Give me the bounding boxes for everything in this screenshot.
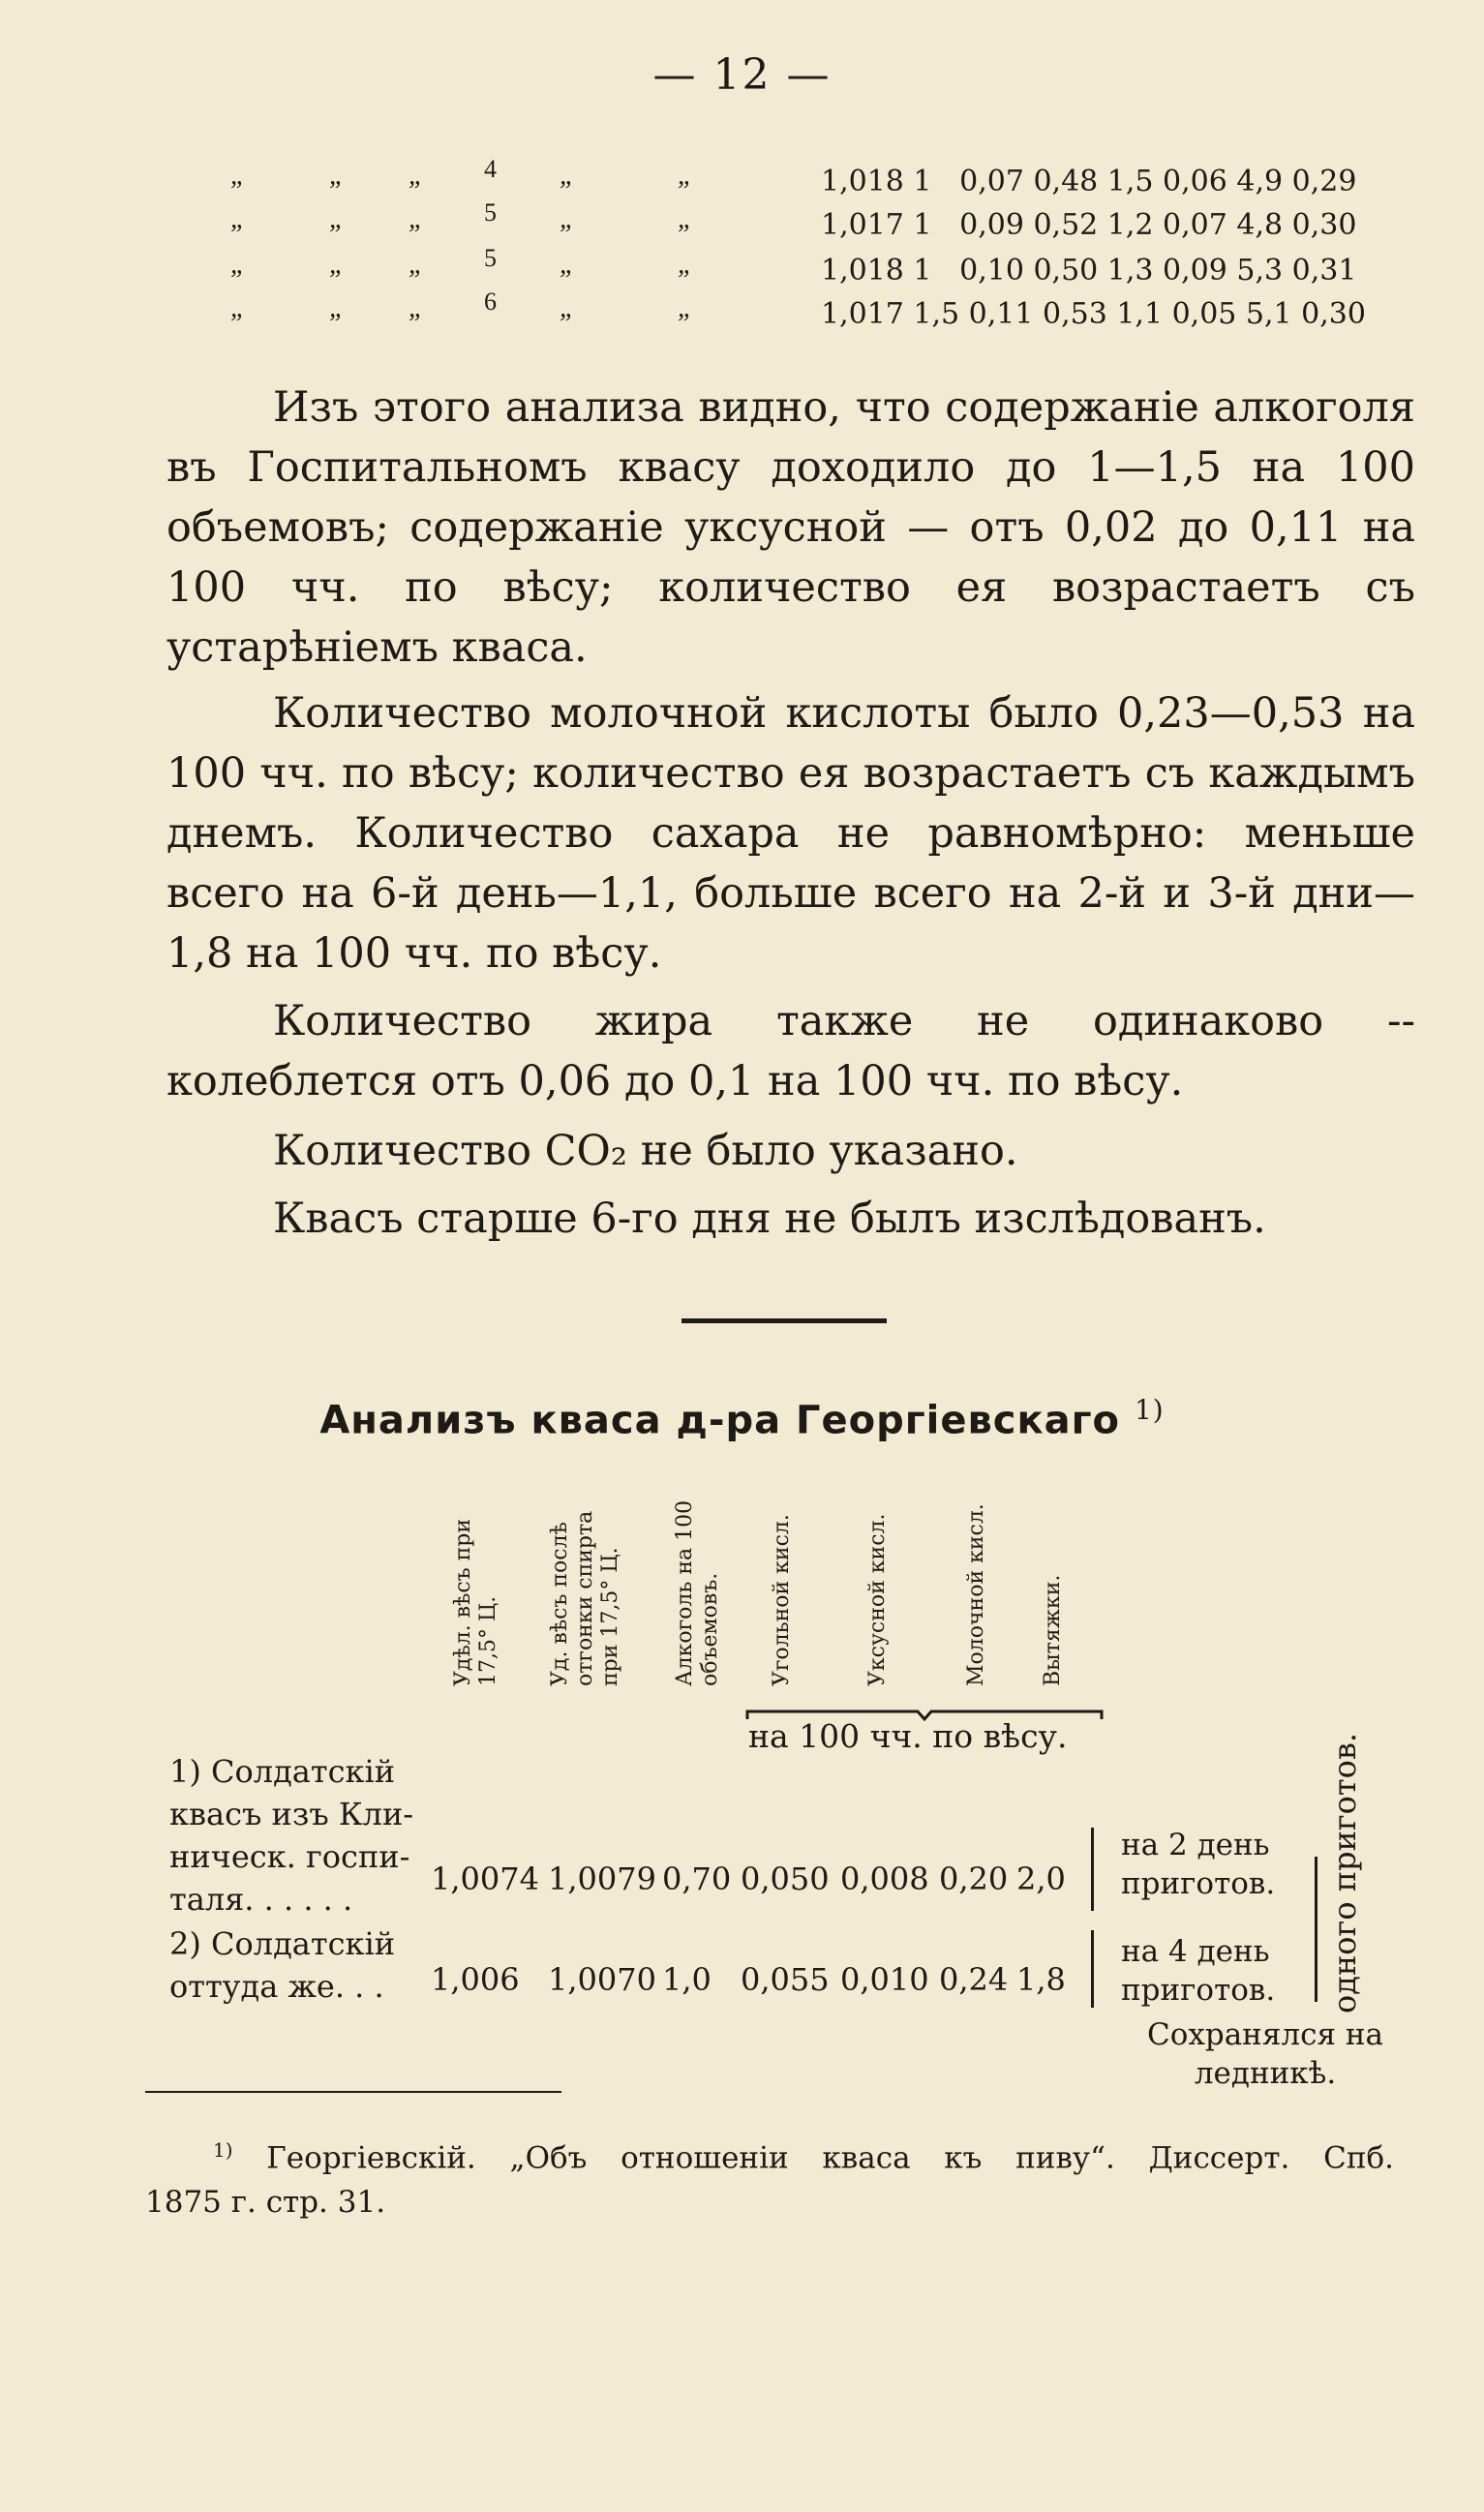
group-note: одного приготов.	[1326, 1732, 1363, 2013]
ditto-mark: „	[560, 204, 575, 234]
row-1-note-bracket	[1091, 1828, 1094, 1911]
table-cell: 1,8	[1016, 1961, 1066, 1998]
title-footnote-marker: 1)	[1134, 1394, 1165, 1426]
per-weight-label: на 100 чч. по вѣсу.	[748, 1717, 1068, 1755]
column-header	[1041, 1575, 1066, 1686]
row-values: 1,017 1,5 0,11 0,53 1,1 0,05 5,1 0,30	[821, 297, 1366, 331]
section-divider	[681, 1318, 887, 1323]
paragraph-1: Изъ этого анализа видно, что содержаніе алкоголя въ Госпитальномъ квасу доходило до 1—1,5 на 100 объемовъ; содержаніе уксусной — отъ 0,02 до 0,11 на 100 чч. по вѣсу; количество ея возрастаетъ съ устарѣніемъ кваса.	[167, 383, 1415, 672]
table-title	[0, 1394, 1484, 1442]
column-header-line: Молочной кисл.	[964, 1503, 988, 1686]
column-header	[548, 1511, 623, 1686]
row-values: 1,018 1 0,10 0,50 1,3 0,09 5,3 0,31	[821, 254, 1357, 288]
group-bracket	[1315, 1857, 1317, 2002]
ditto-mark: „	[230, 161, 246, 191]
footnote-line-2: 1875 г. стр. 31.	[145, 2185, 386, 2221]
day-number: 5	[484, 198, 497, 227]
column-header-line: объемовъ.	[698, 1572, 722, 1686]
ditto-mark: „	[560, 250, 575, 280]
row-2-note-bracket	[1091, 1930, 1094, 2008]
ditto-mark: „	[329, 250, 345, 280]
column-header-line: при 17,5° Ц.	[598, 1547, 622, 1686]
row-1-label: 1) Солдатскій квасъ изъ Кли- ническ. госпи- таля. . . . . .	[169, 1753, 414, 1918]
day-number: 5	[484, 244, 497, 272]
table-cell: 1,0079	[548, 1861, 656, 1897]
table-title-text: Анализъ кваса д-ра Георгіевскаго	[319, 1398, 1120, 1443]
day-number: 4	[484, 155, 497, 183]
row-2-note: на 4 день приготов.	[1121, 1934, 1276, 2008]
table-cell: 1,0	[662, 1961, 712, 1998]
ditto-mark: „	[409, 250, 424, 280]
ditto-mark: „	[678, 204, 693, 234]
paragraph-4: Количество CO₂ не было указано.	[273, 1127, 1018, 1175]
ditto-mark: „	[678, 293, 693, 323]
row-values: 1,018 1 0,07 0,48 1,5 0,06 4,9 0,29	[821, 165, 1357, 198]
column-header-line: Угольной кисл.	[770, 1514, 794, 1686]
column-header-line: 17,5° Ц.	[476, 1595, 500, 1686]
footnote-marker: 1)	[213, 2138, 233, 2162]
footnote-line-1: Георгіевскій. „Объ отношеніи кваса къ пиву“. Диссерт. Спб.	[266, 2140, 1394, 2176]
ditto-mark: „	[409, 293, 424, 323]
table-cell: 2,0	[1016, 1861, 1066, 1897]
ditto-mark: „	[678, 161, 693, 191]
row-2-label: 2) Солдатскій оттуда же. . .	[169, 1925, 396, 2005]
paragraph-3: Количество жира также не одинаково -- колеблется отъ 0,06 до 0,1 на 100 чч. по вѣсу.	[167, 997, 1415, 1105]
continuation-row	[223, 244, 1423, 296]
column-header-line: Вытяжки.	[1041, 1574, 1065, 1686]
table-cell: 0,055	[741, 1961, 830, 1998]
paragraph-5: Квасъ старше 6-го дня не былъ изслѣдованъ.	[273, 1195, 1266, 1243]
column-header-line: Удѣл. вѣсъ при	[451, 1518, 475, 1686]
ditto-mark: „	[409, 161, 424, 191]
table-cell: 0,050	[741, 1861, 830, 1897]
column-header-line: Уд. вѣсъ послѣ	[548, 1522, 572, 1686]
ditto-mark: „	[678, 250, 693, 280]
continuation-row	[223, 198, 1423, 251]
page-number: — 12 —	[652, 50, 832, 100]
ditto-mark: „	[560, 293, 575, 323]
row-values: 1,017 1 0,09 0,52 1,2 0,07 4,8 0,30	[821, 208, 1357, 242]
table-cell: 0,20	[939, 1861, 1009, 1897]
storage-note: Сохранялся на ледникѣ.	[1146, 2017, 1384, 2091]
day-number: 6	[484, 288, 497, 316]
footnote-rule	[145, 2091, 561, 2093]
table-cell: 0,008	[840, 1861, 929, 1897]
table-cell: 0,24	[939, 1961, 1009, 1998]
ditto-mark: „	[230, 250, 246, 280]
ditto-mark: „	[230, 293, 246, 323]
ditto-mark: „	[560, 161, 575, 191]
column-header	[865, 1513, 891, 1686]
paragraph-2: Количество молочной кислоты было 0,23—0,53 на 100 чч. по вѣсу; количество ея возрастаетъ съ каждымъ днемъ. Количество сахара не равномѣрно: меньше всего на 6-й день—1,1, больше всего на 2-й и 3-й дни—1,8 на 100 чч. по вѣсу.	[167, 689, 1415, 978]
column-header	[451, 1519, 501, 1686]
ditto-mark: „	[329, 161, 345, 191]
ditto-mark: „	[329, 204, 345, 234]
ditto-mark: „	[409, 204, 424, 234]
column-header-line: отгонки спирта	[573, 1510, 597, 1686]
table-cell: 0,010	[840, 1961, 929, 1998]
ditto-mark: „	[329, 293, 345, 323]
column-header-line: Алкоголь на 100	[673, 1499, 697, 1686]
column-header	[770, 1514, 795, 1686]
table-cell: 1,0070	[548, 1961, 656, 1998]
column-header	[673, 1500, 723, 1686]
table-cell: 1,0074	[431, 1861, 539, 1897]
continuation-row	[223, 288, 1423, 340]
table-cell: 1,006	[431, 1961, 520, 1998]
continuation-row	[223, 155, 1423, 207]
footnote	[145, 2128, 1394, 2224]
column-header	[964, 1503, 989, 1686]
table-cell: 0,70	[662, 1861, 732, 1897]
column-header-line: Уксусной кисл.	[865, 1513, 890, 1686]
ditto-mark: „	[230, 204, 246, 234]
row-1-note: на 2 день приготов.	[1121, 1828, 1276, 1901]
